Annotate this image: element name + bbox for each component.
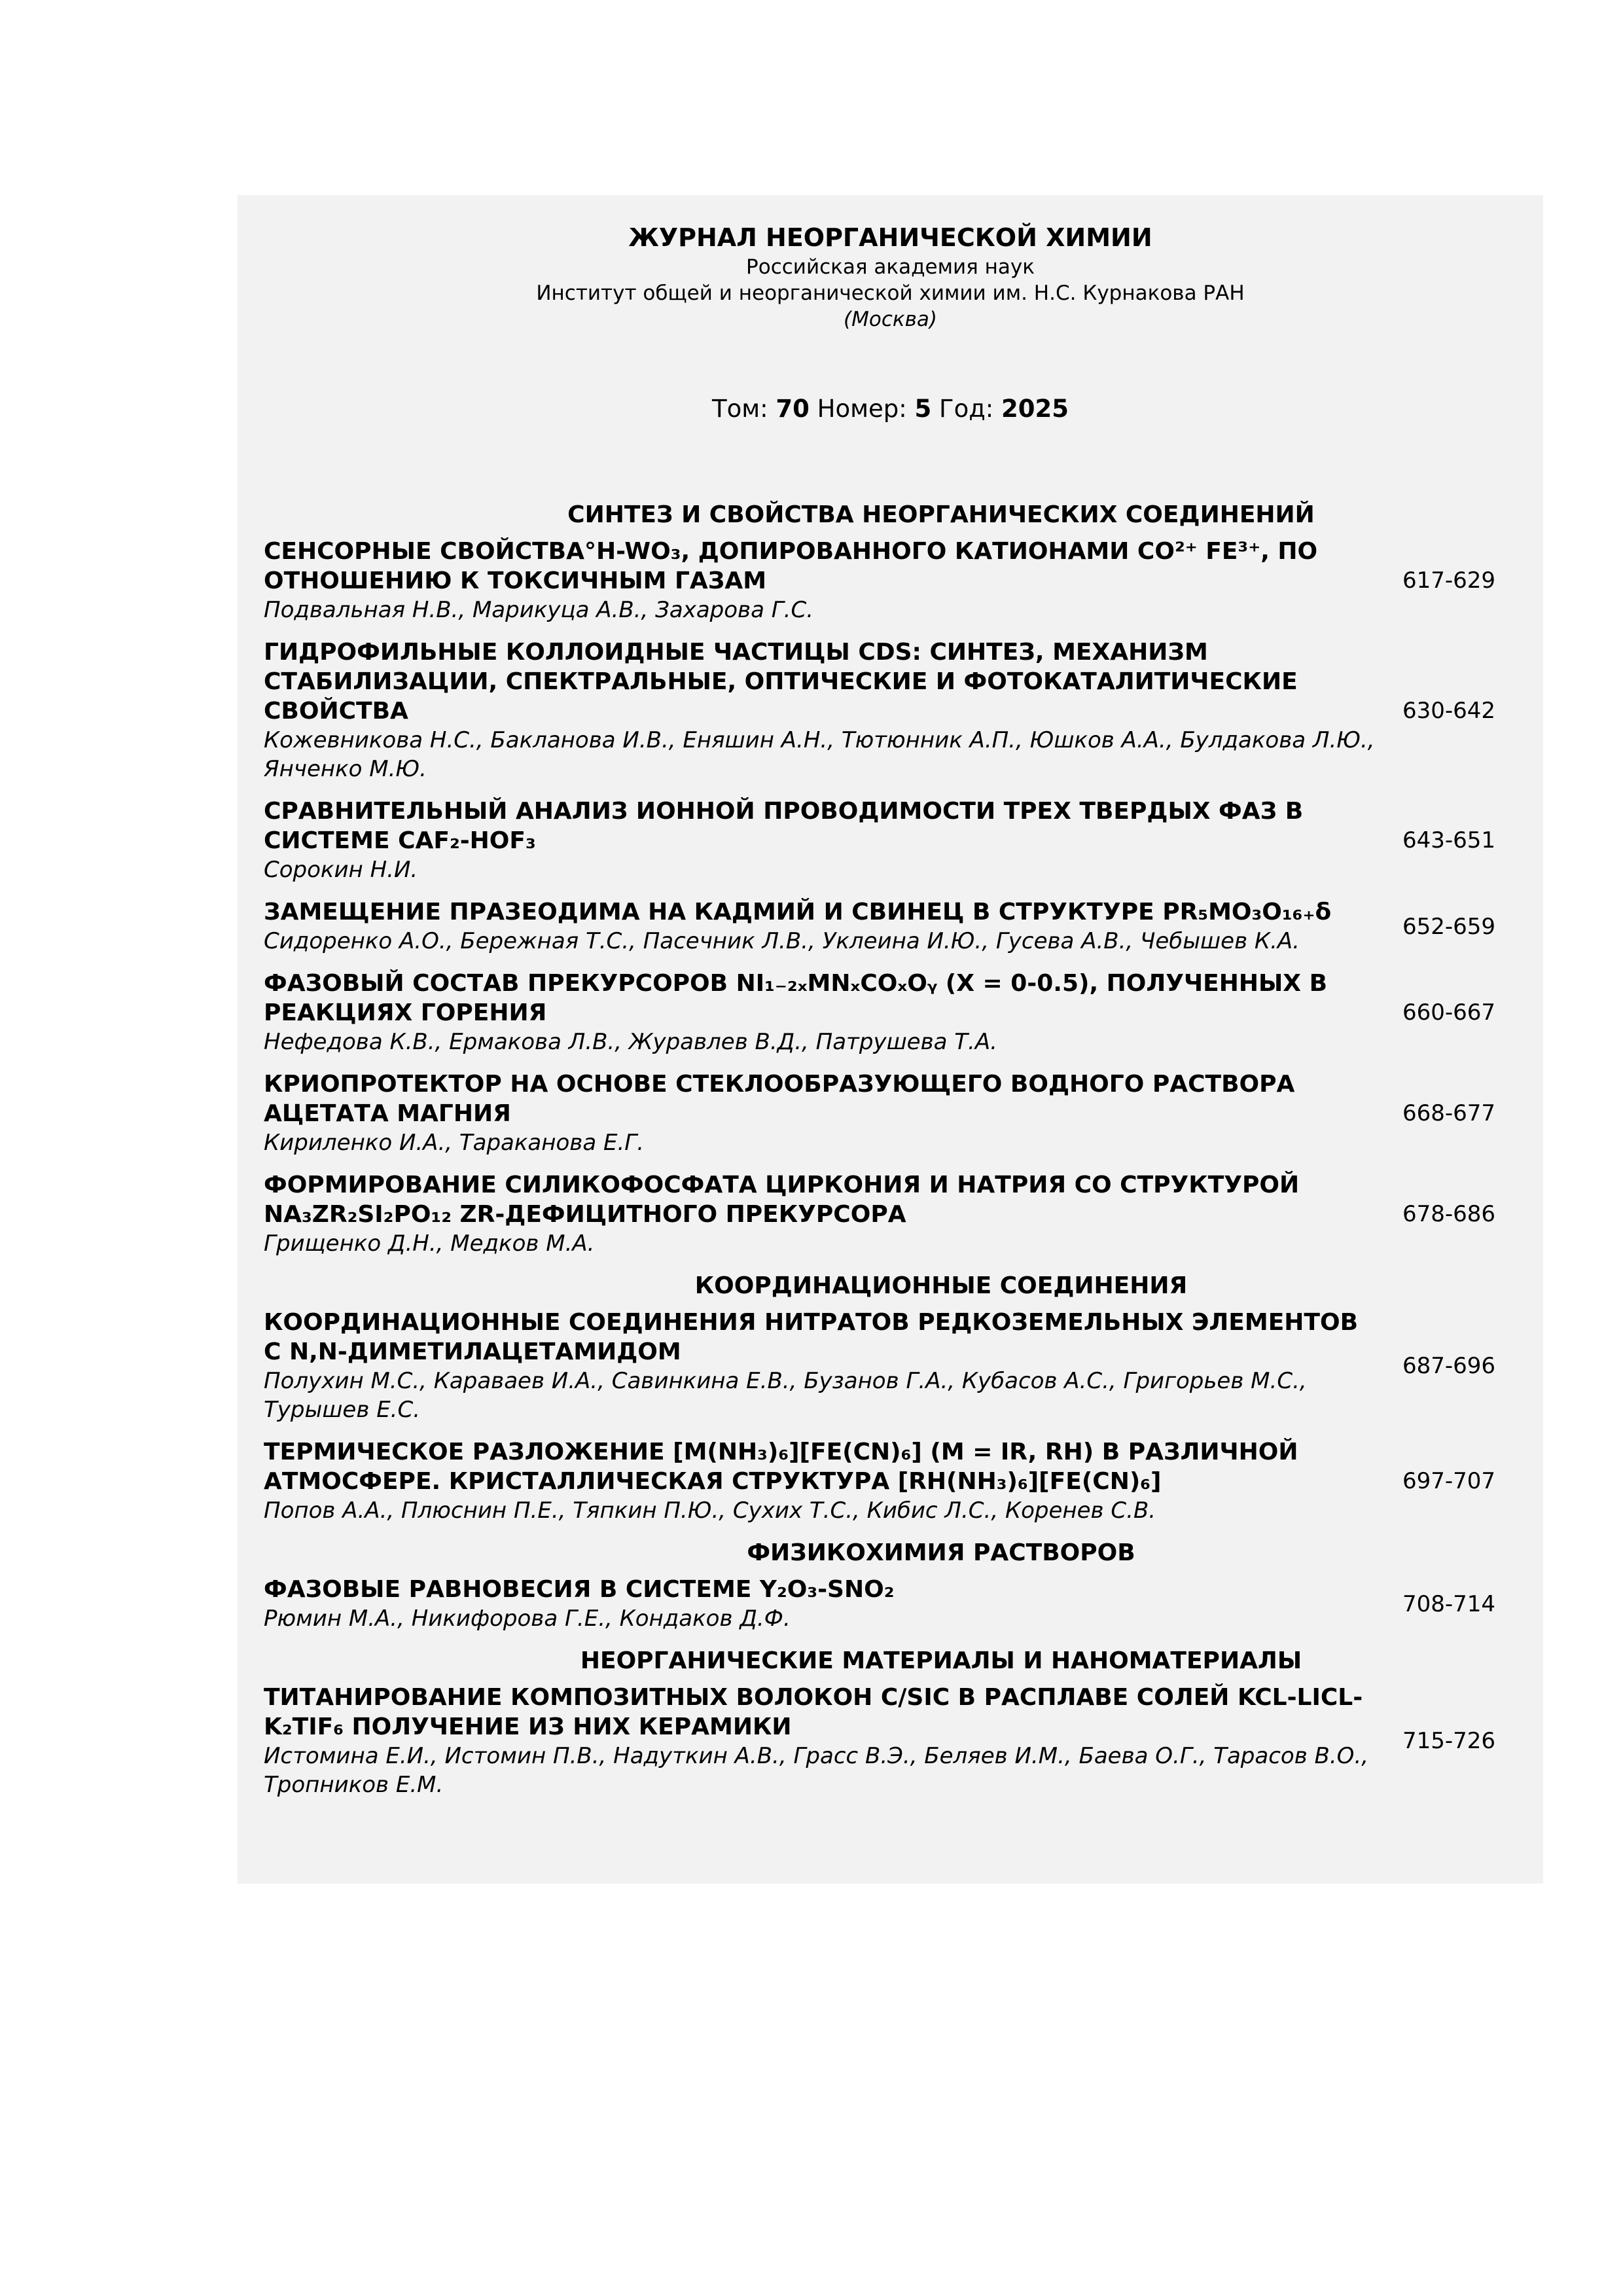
article-body xyxy=(264,1069,1376,1157)
article-entry[interactable] xyxy=(264,1683,1520,1799)
article-body xyxy=(264,1575,1376,1633)
article-pages: 708-714 xyxy=(1402,1590,1496,1617)
article-authors: Кожевникова Н.С., Бакланова И.В., Еняшин А.Н., Тютюнник А.П., Юшков А.А., Булдакова Л.Ю., Янченко М.Ю. xyxy=(264,727,1375,782)
article-pages: 687-696 xyxy=(1402,1353,1496,1379)
article-body xyxy=(264,1170,1376,1258)
article-entry[interactable] xyxy=(264,897,1520,956)
article-title[interactable]: ФАЗОВЫЕ РАВНОВЕСИЯ В СИСТЕМЕ Y₂O₃-SNO₂ xyxy=(264,1576,895,1603)
number-label: Номер: xyxy=(817,395,907,423)
article-title[interactable]: ФАЗОВЫЙ СОСТАВ ПРЕКУРСОРОВ NI₁₋₂ₓMNₓCOₓOᵧ (X = 0-0.5), ПОЛУЧЕННЫХ В РЕАКЦИЯХ ГОРЕНИЯ xyxy=(264,970,1328,1026)
article-entry[interactable] xyxy=(264,1575,1520,1633)
article-authors: Кириленко И.А., Тараканова Е.Г. xyxy=(264,1130,645,1156)
article-authors: Полухин М.С., Караваев И.А., Савинкина Е.В., Бузанов Г.А., Кубасов А.С., Григорьев М.С., Турышев Е.С. xyxy=(264,1368,1307,1423)
article-title[interactable]: СЕНСОРНЫЕ СВОЙСТВА°H-WO₃, ДОПИРОВАННОГО КАТИОНАМИ CO²⁺ FE³⁺, ПО ОТНОШЕНИЮ К ТОКСИЧНЫМ ГАЗАМ xyxy=(264,538,1318,594)
article-authors: Грищенко Д.Н., Медков М.А. xyxy=(264,1230,595,1257)
article-body xyxy=(264,1437,1376,1525)
article-authors: Сидоренко А.О., Бережная Т.С., Пасечник Л.В., Уклеина И.Ю., Гусева А.В., Чебышев К.А. xyxy=(264,928,1300,954)
article-pages: 668-677 xyxy=(1402,1100,1496,1126)
number-value: 5 xyxy=(914,395,932,423)
article-body xyxy=(264,897,1376,956)
article-pages: 652-659 xyxy=(1402,913,1496,940)
article-entry[interactable] xyxy=(264,1308,1520,1424)
article-authors: Сорокин Н.И. xyxy=(264,857,418,883)
article-title[interactable]: ЗАМЕЩЕНИЕ ПРАЗЕОДИМА НА КАДМИЙ И СВИНЕЦ В СТРУКТУРЕ PR₅MO₃O₁₆₊δ xyxy=(264,899,1332,925)
article-title[interactable]: КРИОПРОТЕКТОР НА ОСНОВЕ СТЕКЛООБРАЗУЮЩЕГО ВОДНОГО РАСТВОРА АЦЕТАТА МАГНИЯ xyxy=(264,1071,1295,1127)
article-authors: Рюмин М.А., Никифорова Г.Е., Кондаков Д.Ф. xyxy=(264,1605,791,1632)
volume-label: Том: xyxy=(711,395,768,423)
article-entry[interactable] xyxy=(264,1170,1520,1258)
article-body xyxy=(264,637,1376,783)
year-value: 2025 xyxy=(1001,395,1069,423)
article-pages: 678-686 xyxy=(1402,1201,1496,1227)
article-pages: 697-707 xyxy=(1402,1468,1496,1494)
article-entry[interactable] xyxy=(264,969,1520,1056)
section-heading: НЕОРГАНИЧЕСКИЕ МАТЕРИАЛЫ И НАНОМАТЕРИАЛЫ xyxy=(580,1647,1302,1674)
article-authors: Подвальная Н.В., Марикуца А.В., Захарова Г.С. xyxy=(264,597,814,623)
journal-city: (Москва) xyxy=(844,308,937,331)
article-title[interactable]: ТИТАНИРОВАНИЕ КОМПОЗИТНЫХ ВОЛОКОН C/SIC В РАСПЛАВЕ СОЛЕЙ KCL-LICL-K₂TIF₆ ПОЛУЧЕНИЕ ИЗ НИХ КЕРАМИКИ xyxy=(264,1684,1363,1740)
volume-value: 70 xyxy=(776,395,810,423)
article-entry[interactable] xyxy=(264,537,1520,624)
journal-institute: Институт общей и неорганической химии им. Н.С. Курнакова РАН xyxy=(536,281,1245,305)
article-body xyxy=(264,1308,1376,1424)
year-label: Год: xyxy=(939,395,994,423)
article-pages: 715-726 xyxy=(1402,1728,1496,1754)
article-title[interactable]: СРАВНИТЕЛЬНЫЙ АНАЛИЗ ИОННОЙ ПРОВОДИМОСТИ ТРЕХ ТВЕРДЫХ ФАЗ В СИСТЕМЕ CAF₂-HOF₃ xyxy=(264,798,1304,854)
article-authors: Попов А.А., Плюснин П.Е., Тяпкин П.Ю., Сухих Т.С., Кибис Л.С., Коренев С.В. xyxy=(264,1498,1156,1524)
article-body xyxy=(264,537,1376,624)
section-heading: КООРДИНАЦИОННЫЕ СОЕДИНЕНИЯ xyxy=(694,1272,1188,1299)
article-title[interactable]: ФОРМИРОВАНИЕ СИЛИКОФОСФАТА ЦИРКОНИЯ И НАТРИЯ СО СТРУКТУРОЙ NA₃ZR₂SI₂PO₁₂ ZR-ДЕФИЦИТНОГО ПРЕКУРСОРА xyxy=(264,1172,1300,1228)
issue-info xyxy=(238,394,1543,424)
article-body xyxy=(264,1683,1376,1799)
article-authors: Истомина Е.И., Истомин П.В., Надуткин А.В., Грасс В.Э., Беляев И.М., Баева О.Г., Тарасов В.О., Тропников Е.М. xyxy=(264,1743,1369,1798)
article-pages: 617-629 xyxy=(1402,567,1496,594)
article-authors: Нефедова К.В., Ермакова Л.В., Журавлев В.Д., Патрушева Т.А. xyxy=(264,1029,997,1055)
article-pages: 643-651 xyxy=(1402,827,1496,853)
journal-title: ЖУРНАЛ НЕОРГАНИЧЕСКОЙ ХИМИИ xyxy=(628,223,1152,252)
article-entry[interactable] xyxy=(264,797,1520,884)
article-entry[interactable] xyxy=(264,1069,1520,1157)
journal-panel xyxy=(238,195,1543,1884)
article-body xyxy=(264,969,1376,1056)
section-heading: ФИЗИКОХИМИЯ РАСТВОРОВ xyxy=(747,1539,1135,1566)
journal-organization: Российская академия наук xyxy=(746,255,1035,279)
section-heading: СИНТЕЗ И СВОЙСТВА НЕОРГАНИЧЕСКИХ СОЕДИНЕНИЙ xyxy=(567,501,1315,528)
table-of-contents xyxy=(264,496,1520,1812)
article-pages: 660-667 xyxy=(1402,999,1496,1026)
article-entry[interactable] xyxy=(264,637,1520,783)
article-title[interactable]: ТЕРМИЧЕСКОЕ РАЗЛОЖЕНИЕ [M(NH₃)₆][FE(CN)₆] (M = IR, RH) В РАЗЛИЧНОЙ АТМОСФЕРЕ. КРИСТАЛЛИЧЕСКАЯ СТРУКТУРА [RH(NH₃)₆][FE(CN)₆] xyxy=(264,1439,1298,1495)
article-body xyxy=(264,797,1376,884)
article-title[interactable]: ГИДРОФИЛЬНЫЕ КОЛЛОИДНЫЕ ЧАСТИЦЫ CDS: СИНТЕЗ, МЕХАНИЗМ СТАБИЛИЗАЦИИ, СПЕКТРАЛЬНЫЕ, ОПТИЧЕСКИЕ И ФОТОКАТАЛИТИЧЕСКИЕ СВОЙСТВА xyxy=(264,639,1298,725)
article-entry[interactable] xyxy=(264,1437,1520,1525)
article-title[interactable]: КООРДИНАЦИОННЫЕ СОЕДИНЕНИЯ НИТРАТОВ РЕДКОЗЕМЕЛЬНЫХ ЭЛЕМЕНТОВ С N,N-ДИМЕТИЛАЦЕТАМИДОМ xyxy=(264,1309,1359,1365)
article-pages: 630-642 xyxy=(1402,697,1496,724)
